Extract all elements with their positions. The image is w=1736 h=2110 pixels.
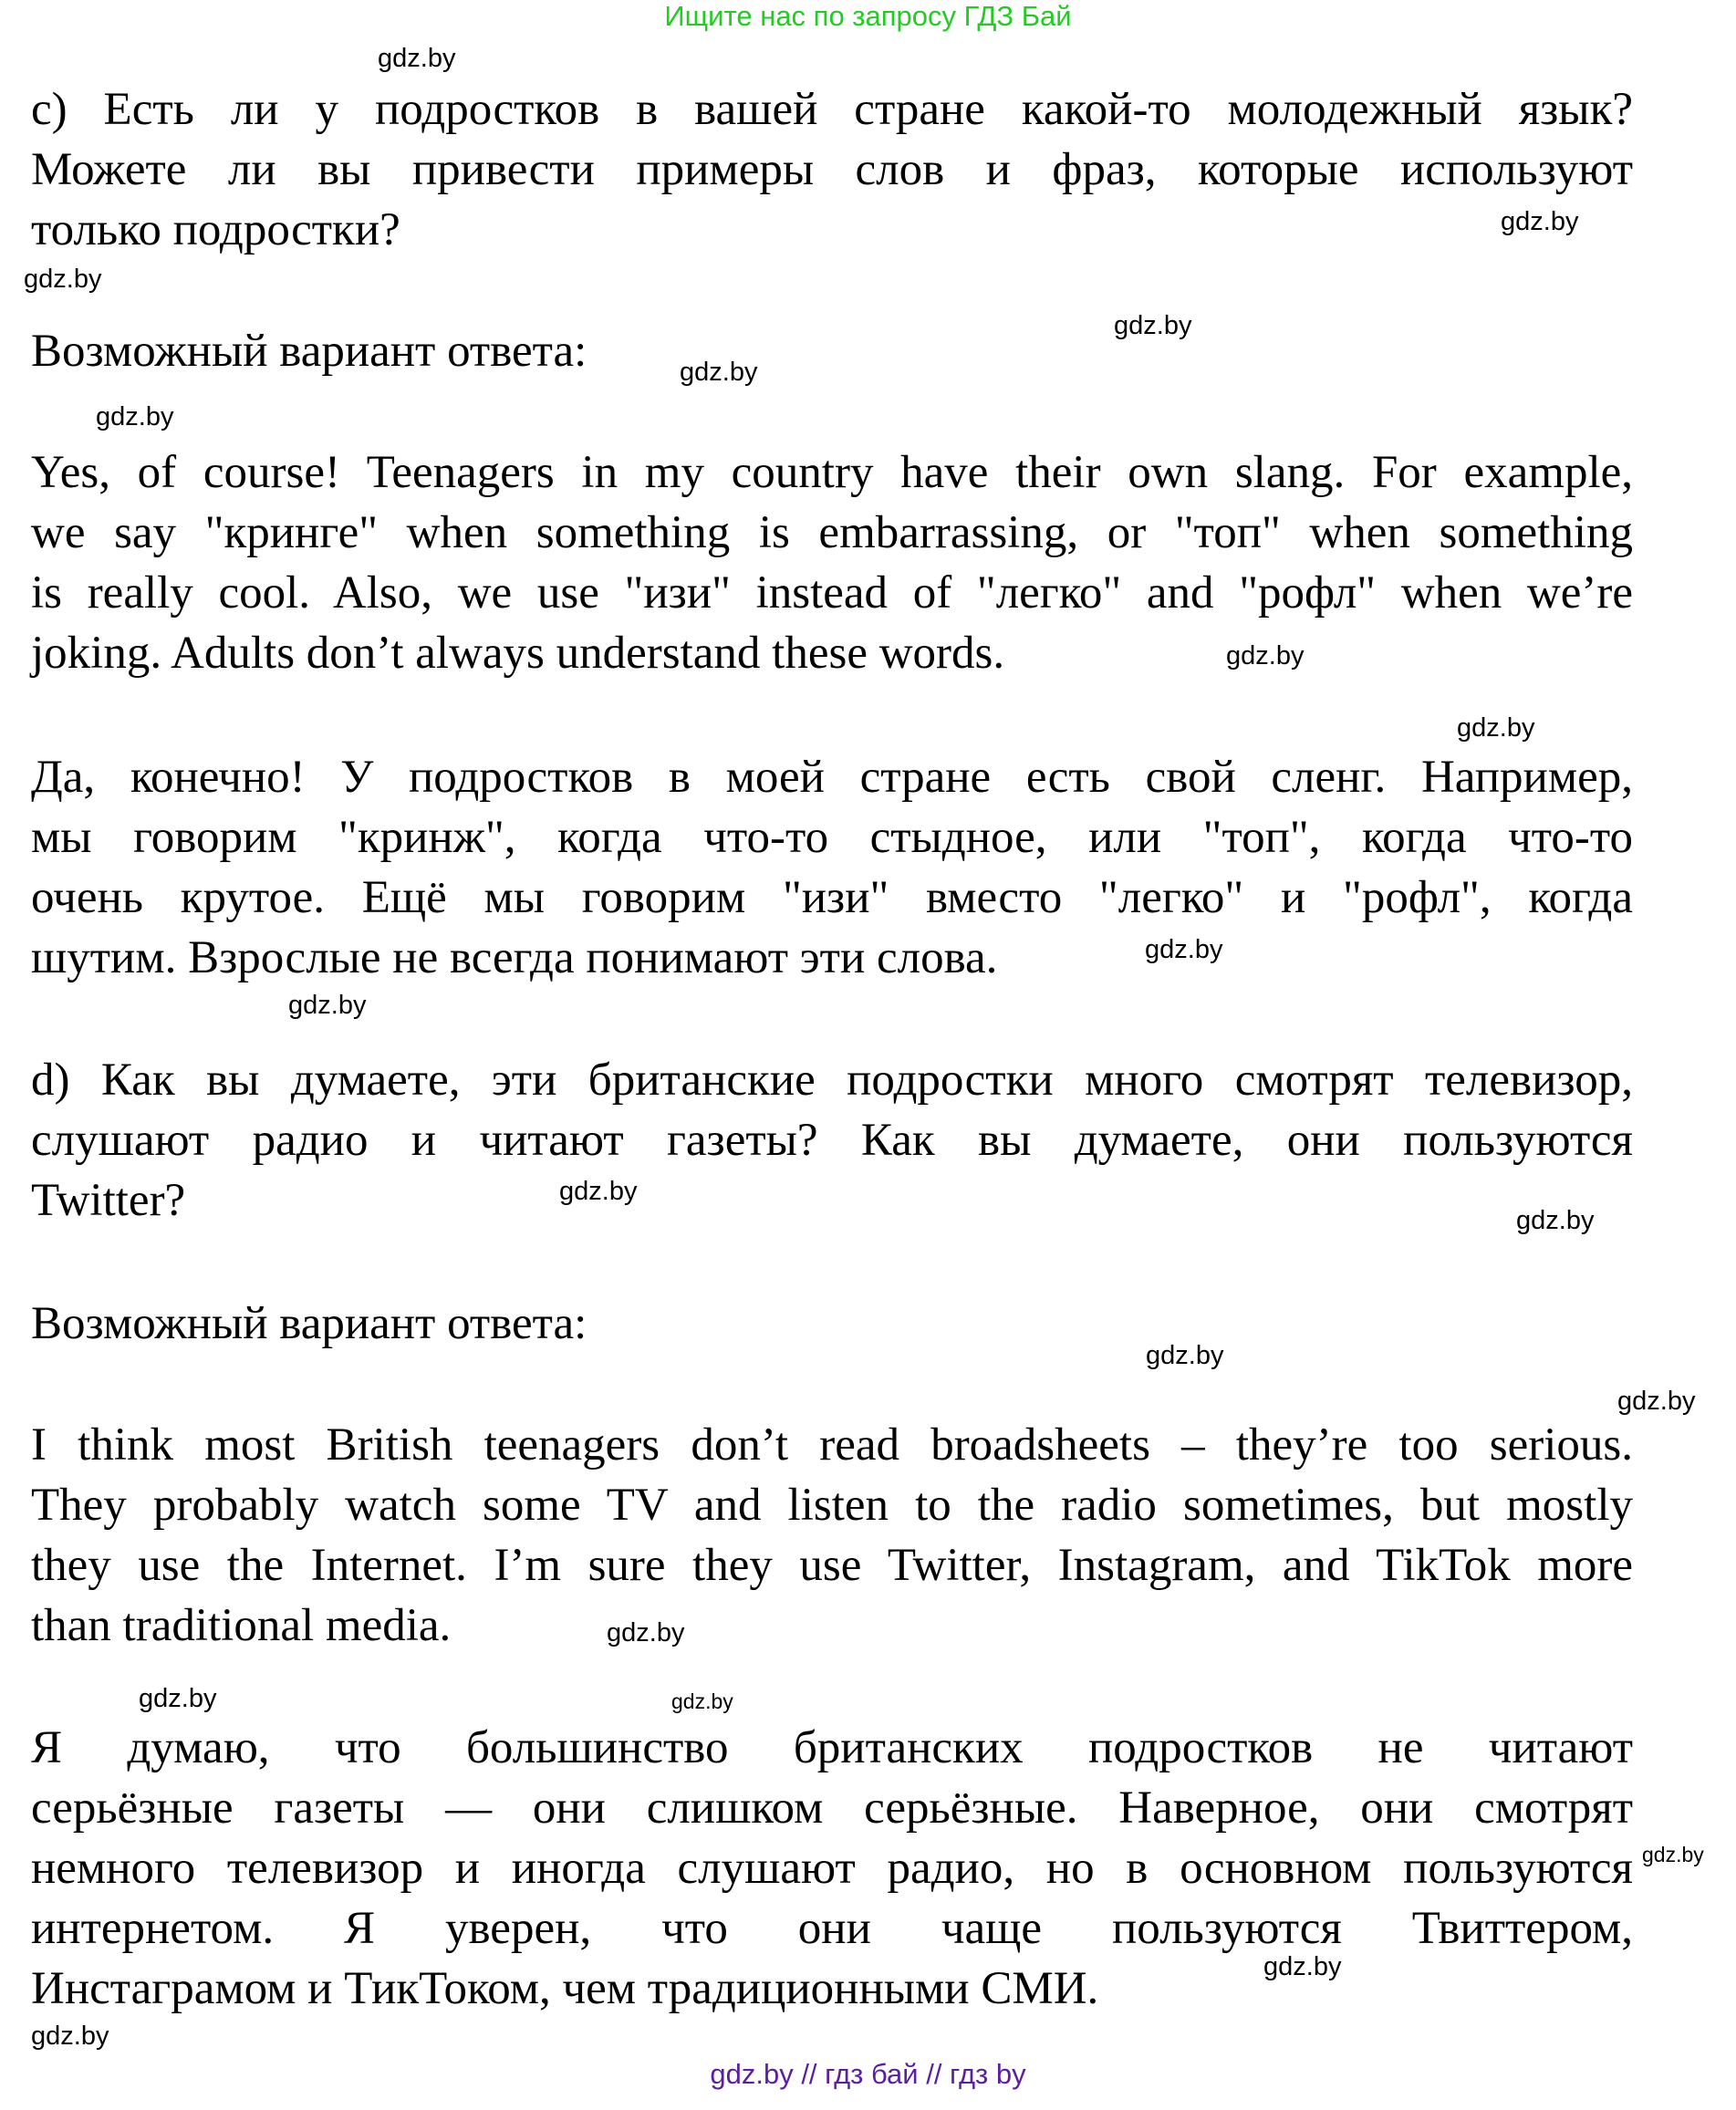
text-line: I think most British teenagers don’t read broadsheets – they’re too serious.	[31, 1419, 1633, 1471]
answer-d-english	[31, 1415, 1633, 1656]
watermark: gdz.by	[1516, 1206, 1595, 1235]
text-line: шутим. Взрослые не всегда понимают эти слова.	[31, 932, 998, 983]
text-line: интернетом. Я уверен, что они чаще пользуются Твиттером,	[31, 1903, 1633, 1954]
watermark: gdz.by	[1263, 1952, 1342, 1981]
watermark: gdz.by	[1501, 207, 1579, 236]
text-line: Инстаграмом и ТикТоком, чем традиционными СМИ.	[31, 1963, 1099, 2014]
text-line: d) Как вы думаете, эти британские подростки много смотрят телевизор,	[31, 1055, 1633, 1106]
watermark: gdz.by	[1146, 1341, 1224, 1370]
watermark: gdz.by	[1617, 1387, 1696, 1416]
answer-d-russian	[31, 1718, 1633, 2019]
watermark: gdz.by	[1114, 311, 1192, 340]
watermark: gdz.by	[24, 265, 102, 294]
text-line: joking. Adults don’t always understand these words.	[31, 628, 1005, 679]
watermark: gdz.by	[680, 358, 758, 387]
text-line: серьёзные газеты — они слишком серьёзные. Наверное, они смотрят	[31, 1783, 1633, 1834]
watermark: gdz.by	[1457, 713, 1535, 743]
text-line: Я думаю, что большинство британских подростков не читают	[31, 1722, 1633, 1773]
text-line: They probably watch some TV and listen to the radio sometimes, but mostly	[31, 1480, 1633, 1531]
watermark: gdz.by	[607, 1618, 685, 1647]
text-line: Да, конечно! У подростков в моей стране есть свой сленг. Например,	[31, 752, 1633, 803]
watermark: gdz.by	[1226, 641, 1305, 670]
text-line: Yes, of course! Teenagers in my country have their own slang. For example,	[31, 447, 1633, 498]
search-banner: Ищите нас по запросу ГДЗ Бай	[664, 0, 1072, 32]
watermark: gdz.by	[288, 991, 367, 1020]
answer-heading-d	[31, 1294, 1633, 1354]
text-line: is really cool. Also, we use "изи" instead of "легко" and "рофл" when we’re	[31, 567, 1633, 618]
answer-c-english	[31, 442, 1633, 683]
text-line: Можете ли вы привести примеры слов и фраз, которые используют	[31, 144, 1633, 195]
text-line: we say "кринге" when something is embarrassing, or "топ" when something	[31, 507, 1633, 558]
watermark: gdz.by	[378, 44, 456, 73]
text-line: только подростки?	[31, 204, 400, 255]
watermark: gdz.by	[96, 402, 174, 431]
watermark: gdz.by	[1145, 935, 1223, 964]
text-line: слушают радио и читают газеты? Как вы думаете, они пользуются	[31, 1115, 1633, 1166]
watermark: gdz.by	[1642, 1843, 1704, 1866]
watermark: gdz.by	[31, 2022, 109, 2051]
text-line: Twitter?	[31, 1175, 186, 1226]
watermark: gdz.by	[671, 1689, 733, 1713]
text-line: Возможный вариант ответа:	[31, 1298, 587, 1349]
text-line: очень крутое. Ещё мы говорим "изи" вместо "легко" и "рофл", когда	[31, 872, 1633, 923]
text-line: мы говорим "кринж", когда что-то стыдное, или "топ", когда что-то	[31, 812, 1633, 863]
question-d	[31, 1050, 1633, 1231]
text-line: they use the Internet. I’m sure they use Twitter, Instagram, and TikTok more	[31, 1540, 1633, 1591]
text-line: немного телевизор и иногда слушают радио, но в основном пользуются	[31, 1843, 1633, 1894]
watermark: gdz.by	[559, 1177, 638, 1206]
answer-c-russian	[31, 747, 1633, 988]
text-line: Возможный вариант ответа:	[31, 326, 587, 377]
text-line: than traditional media.	[31, 1600, 452, 1651]
footer-links[interactable]: gdz.by // гдз бай // гдз by	[710, 2058, 1026, 2090]
question-c	[31, 79, 1633, 260]
text-line: c) Есть ли у подростков в вашей стране какой-то молодежный язык?	[31, 84, 1633, 135]
watermark: gdz.by	[139, 1684, 217, 1713]
answer-heading-c	[31, 321, 1633, 381]
